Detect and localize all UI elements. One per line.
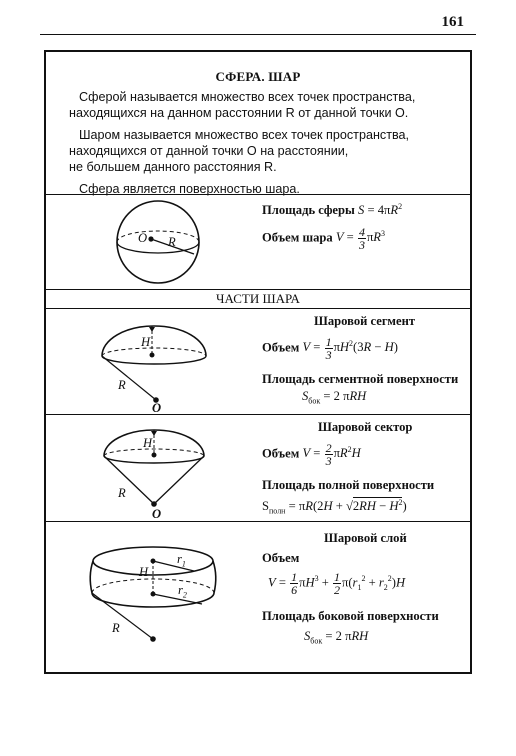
parts-header: ЧАСТИ ШАРА	[46, 289, 470, 309]
definition-ball-line-1: Шаром называется множество всех точек пространства,	[79, 128, 410, 142]
definition-sphere-line-2: находящихся на данном расстоянии R от данной точки O.	[69, 106, 409, 120]
sphere-volume-formula: V = $\frac{4}{3}$ $\pi R^3$	[335, 225, 385, 252]
sector-section	[46, 414, 470, 522]
page-number: 161	[441, 14, 464, 30]
definition-sphere-line-1: Сферой называется множество всех точек пространства,	[79, 90, 416, 104]
sphere-figure	[46, 194, 474, 289]
sector-title: Шаровой сектор	[318, 420, 413, 434]
segment-label-r: R	[118, 378, 126, 392]
layer-volume-formula: V = $\frac{1}{6}$ $\pi H^3$ + $\frac{1}{2}$ $\pi(r_1^2 + r_2^2)H$	[268, 570, 406, 597]
layer-volume-label: Объем	[262, 551, 300, 565]
header-rule	[40, 34, 476, 35]
sector-volume-formula: V = $\frac{2}{3}$ $\pi R^2H$	[302, 441, 361, 468]
segment-volume-row: Объем V = $\frac{1}{3}$ $\pi H^2(3R - H)$	[262, 335, 398, 362]
segment-section	[46, 308, 470, 415]
content-frame	[44, 50, 472, 674]
layer-surface-formula: $S_{бок} = 2$ πRH	[304, 629, 369, 646]
segment-label-h: H	[141, 335, 151, 349]
intro-section	[46, 52, 470, 195]
sphere-surface-statement: Сфера является поверхностью шара.	[79, 182, 300, 196]
sphere-label-r: R	[168, 235, 176, 249]
segment-label-o: O	[152, 401, 162, 415]
segment-title: Шаровой сегмент	[314, 314, 416, 328]
sphere-section	[46, 194, 470, 290]
sphere-area-row: Площадь сферы $S = 4\pi R^2$	[262, 202, 403, 218]
section-title: СФЕРА. ШАР	[215, 69, 301, 84]
layer-section	[46, 521, 470, 676]
definition-ball-line-3: не большем данного расстояния R.	[69, 160, 277, 174]
sphere-volume-row: Объем шара V = $\frac{4}{3}$ $\pi R^3$	[262, 225, 385, 252]
layer-label-r2: $r_2$	[178, 583, 187, 600]
layer-figure	[46, 521, 474, 676]
layer-label-h: H	[139, 565, 149, 579]
layer-label-r: R	[112, 621, 120, 635]
segment-surface-label: Площадь сегментной поверхности	[262, 372, 459, 386]
segment-volume-formula: V = $\frac{1}{3}$ $\pi H^2(3R - H)$	[302, 335, 398, 362]
sector-label-r: R	[118, 486, 126, 500]
sector-label-h: H	[143, 436, 153, 450]
definition-ball-line-2: находящихся от данной точки O на расстоянии,	[69, 144, 349, 158]
sphere-area-formula: $S = 4\pi R^2$	[358, 202, 403, 218]
layer-surface-label: Площадь боковой поверхности	[262, 609, 439, 623]
sector-volume-row: Объем V = $\frac{2}{3}$ $\pi R^2H$	[262, 441, 361, 468]
layer-label-r1: $r_1$	[177, 552, 186, 569]
sphere-label-o: O	[138, 231, 148, 245]
layer-title: Шаровой слой	[324, 531, 407, 545]
sector-surface-label: Площадь полной поверхности	[262, 478, 435, 492]
sector-label-o: O	[152, 507, 162, 521]
sector-surface-formula: $S_{полн} = \pi R(2H + √2RH - H^2)$	[262, 498, 407, 516]
segment-surface-formula: $S_{бок} = 2$ πRH	[302, 389, 367, 406]
